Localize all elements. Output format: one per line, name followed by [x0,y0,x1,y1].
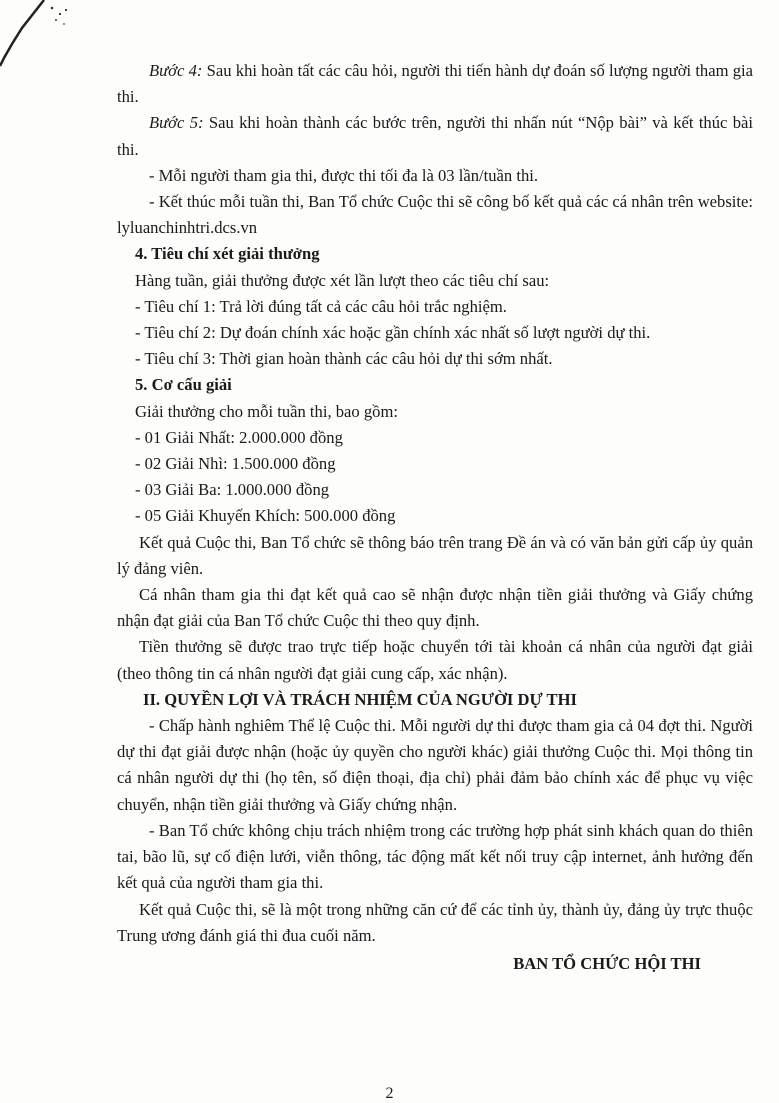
prize-item: - 03 Giải Ba: 1.000.000 đồng [135,480,330,500]
rights-paragraph: - Chấp hành nghiêm Thể lệ Cuộc thi. Mỗi người dự thi được tham gia cả 04 đợt thi. Người dự thi đạt giải được nhận (hoặc ủy quyền cho người khác) giải thưởng Cuộc thi. Mọi thông tin cá nhân người dự thi (họ tên, số điện thoại, địa chỉ) phải đảm bảo chính xác để phục vụ việc chuyển, nhận tiền giải thưởng và Giấy chứng nhận. [117,716,753,814]
page-number: 2 [385,1085,394,1102]
step-4-paragraph [117,58,753,110]
criterion-item: - Tiêu chí 3: Thời gian hoàn thành các câu hỏi dự thi sớm nhất. [135,349,553,369]
section-5-heading: 5. Cơ cấu giải [135,375,232,395]
criterion-item: - Tiêu chí 1: Trả lời đúng tất cả các câu hỏi trắc nghiệm. [135,296,507,316]
step-5-paragraph [117,110,753,162]
criterion-item: - Tiêu chí 2: Dự đoán chính xác hoặc gần chính xác nhất số lượt người dự thi. [135,323,651,343]
section-ii-heading: II. QUYỀN LỢI VÀ TRÁCH NHIỆM CỦA NGƯỜI DỰ THI [143,689,577,709]
attempt-limit-paragraph: - Mỗi người tham gia thi, được thi tối đa là 03 lần/tuần thi. [149,165,539,185]
organizer-signature: BAN TỔ CHỨC HỘI THI [513,953,701,973]
step-5-text: Sau khi hoàn thành các bước trên, người thi nhấn nút “Nộp bài” và kết thúc bài thi. [117,113,753,159]
step-4-label: Bước 4: [149,61,203,80]
results-announcement-paragraph: - Kết thúc mỗi tuần thi, Ban Tổ chức Cuộc thi sẽ công bố kết quả các cá nhân trên website: lyluanchinhtri.dcs.vn [117,192,753,238]
prize-item: - 01 Giải Nhất: 2.000.000 đồng [135,427,343,447]
section-4-intro: Hàng tuần, giải thưởng được xét lần lượt theo các tiêu chí sau: [135,270,550,290]
winner-certificate-paragraph: Cá nhân tham gia thi đạt kết quả cao sẽ nhận được nhận tiền giải thưởng và Giấy chứng nhận đạt giải của Ban Tổ chức Cuộc thi theo quy định. [117,585,753,631]
prize-transfer-paragraph: Tiền thưởng sẽ được trao trực tiếp hoặc chuyển tới tài khoản cá nhân của người đạt giải (theo thông tin cá nhân người đạt giải cung cấp, xác nhận). [117,637,753,683]
step-5-label: Bước 5: [149,113,204,133]
liability-paragraph: - Ban Tổ chức không chịu trách nhiệm trong các trường hợp phát sinh khách quan do thiên tai, bão lũ, sự cố điện lưới, viễn thông, tác động mất kết nối truy cập internet, ảnh hưởng đến kết quả của người tham gia thi. [117,820,753,893]
step-4-text: Sau khi hoàn tất các câu hỏi, người thi tiến hành dự đoán số lượng người tham gia thi. [117,61,753,107]
evaluation-paragraph: Kết quả Cuộc thi, sẽ là một trong những căn cứ để các tỉnh ủy, thành ủy, đảng ủy trực thuộc Trung ương đánh giá thi đua cuối năm. [117,899,753,945]
corner-scan-mark [0,0,90,80]
results-notice-paragraph: Kết quả Cuộc thi, Ban Tổ chức sẽ thông báo trên trang Đề án và có văn bản gửi cấp ủy quản lý đảng viên. [117,532,753,578]
section-4-heading: 4. Tiêu chí xét giải thưởng [135,244,320,264]
section-5-intro: Giải thưởng cho mỗi tuần thi, bao gồm: [135,401,398,421]
document-body [117,58,753,977]
prize-item: - 02 Giải Nhì: 1.500.000 đồng [135,454,336,474]
prize-item: - 05 Giải Khuyến Khích: 500.000 đồng [135,506,396,526]
